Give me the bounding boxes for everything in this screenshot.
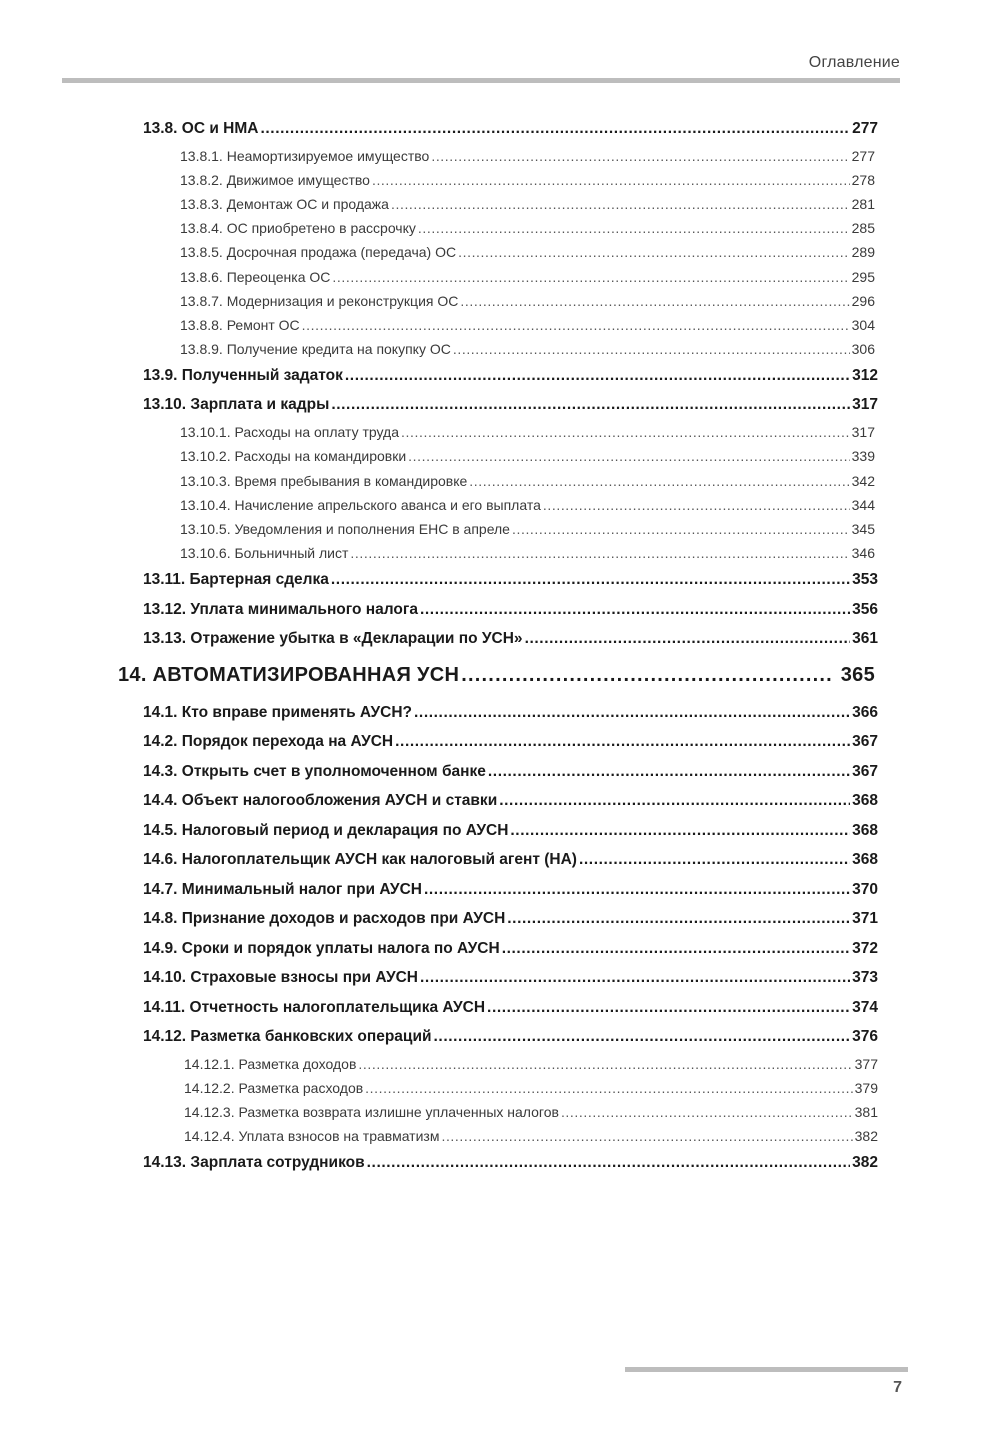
toc-entry[interactable]: [143, 1022, 878, 1052]
toc-entry[interactable]: [143, 816, 878, 846]
toc-entry-title: 14.8. Признание доходов и расходов при АУСН: [143, 910, 506, 928]
toc-entry[interactable]: [143, 114, 878, 144]
dot-leader: [424, 881, 850, 899]
toc-entry-page: 353: [852, 571, 878, 589]
toc-entry-title: 13.10. Зарплата и кадры: [143, 396, 330, 414]
toc-entry-page: 356: [852, 600, 878, 618]
dot-leader: [372, 172, 850, 188]
dot-leader: [332, 269, 849, 285]
toc-entry-title: 13.8.3. Демонтаж ОС и продажа: [180, 195, 389, 212]
toc-entry-page: 312: [852, 366, 878, 384]
dot-leader: [260, 120, 850, 138]
toc-entry-title: 14.5. Налоговый период и декларация по АУСН: [143, 821, 509, 839]
toc-entry[interactable]: [143, 727, 878, 757]
toc-entry-page: 277: [851, 147, 875, 164]
toc-entry-title: 13.10.6. Больничный лист: [180, 545, 349, 562]
toc-entry[interactable]: [180, 337, 875, 361]
toc-entry-title: 14.12.3. Разметка возврата излишне уплаченных налогов: [184, 1104, 559, 1121]
toc-entry-page: 346: [851, 545, 875, 562]
toc-entry[interactable]: [180, 168, 875, 192]
toc-entry-title: 14.13. Зарплата сотрудников: [143, 1154, 365, 1172]
toc-entry-title: 14.11. Отчетность налогоплательщика АУСН: [143, 998, 486, 1016]
toc-entry-page: 306: [851, 341, 875, 358]
toc-entry-title: 13.13. Отражение убытка в «Декларации по УСН»: [143, 630, 523, 648]
dot-leader: [345, 367, 850, 385]
toc-entry-title: 14.7. Минимальный налог при АУСН: [143, 880, 422, 898]
dot-leader: [365, 1080, 852, 1096]
toc-entry-title: 13.12. Уплата минимального налога: [143, 600, 418, 618]
toc-entry-page: 379: [854, 1080, 878, 1097]
toc-entry[interactable]: [143, 757, 878, 787]
toc-entry-page: 368: [852, 792, 878, 810]
toc-entry-title: 13.8.1. Неамортизируемое имущество: [180, 147, 430, 164]
dot-leader: [512, 521, 850, 537]
toc-entry-title: 14.12.1. Разметка доходов: [184, 1055, 357, 1072]
toc-entry-title: 13.8. ОС и НМА: [143, 119, 259, 137]
toc-entry-page: 317: [852, 396, 878, 414]
toc-entry[interactable]: [143, 786, 878, 816]
toc-entry-page: 374: [852, 998, 878, 1016]
toc-entry[interactable]: [143, 934, 878, 964]
toc-entry-title: 14.3. Открыть счет в уполномоченном банке: [143, 762, 486, 780]
dot-leader: [418, 220, 850, 236]
toc-chapter[interactable]: [118, 654, 875, 698]
toc-entry[interactable]: [180, 240, 875, 264]
toc-entry-title: 13.10.3. Время пребывания в командировке: [180, 472, 468, 489]
toc-entry[interactable]: [143, 624, 878, 654]
toc-entry[interactable]: [180, 144, 875, 168]
dot-leader: [460, 293, 849, 309]
toc-entry[interactable]: [184, 1052, 878, 1076]
toc-entry-title: 13.8.5. Досрочная продажа (передача) ОС: [180, 244, 457, 261]
dot-leader: [453, 341, 850, 357]
toc-entry[interactable]: [180, 469, 875, 493]
dot-leader: [507, 910, 850, 928]
dot-leader: [331, 571, 850, 589]
toc-entry-title: 13.9. Полученный задаток: [143, 366, 343, 384]
toc-entry-title: 13.11. Бартерная сделка: [143, 571, 329, 589]
toc-entry[interactable]: [180, 541, 875, 565]
dot-leader: [461, 664, 832, 687]
toc-entry-title: 13.8.7. Модернизация и реконструкция ОС: [180, 292, 459, 309]
dot-leader: [488, 763, 850, 781]
toc-entry-title: 14.2. Порядок перехода на АУСН: [143, 733, 394, 751]
toc-entry[interactable]: [143, 361, 878, 391]
toc-entry[interactable]: [143, 904, 878, 934]
toc-entry-page: 370: [852, 880, 878, 898]
toc-entry-page: 344: [851, 496, 875, 513]
dot-leader: [441, 1128, 852, 1144]
toc-entry-page: 296: [851, 292, 875, 309]
toc-entry-page: 377: [854, 1055, 878, 1072]
toc-entry-title: 14.12.2. Разметка расходов: [184, 1080, 364, 1097]
toc-entry-page: 381: [854, 1104, 878, 1121]
dot-leader: [391, 196, 850, 212]
dot-leader: [350, 545, 849, 561]
toc-entry-page: 372: [852, 939, 878, 957]
toc-entry[interactable]: [143, 698, 878, 728]
dot-leader: [487, 999, 850, 1017]
header-rule: [62, 78, 900, 83]
dot-leader: [408, 448, 849, 464]
toc-entry-page: 278: [851, 171, 875, 188]
toc-entry-title: 13.8.9. Получение кредита на покупку ОС: [180, 341, 451, 358]
toc-entry-title: 14.12.4. Уплата взносов на травматизм: [184, 1128, 440, 1145]
dot-leader: [367, 1154, 851, 1172]
toc-entry-title: 14.9. Сроки и порядок уплаты налога по АУСН: [143, 939, 500, 957]
toc-entry-title: 13.10.2. Расходы на командировки: [180, 448, 407, 465]
toc-entry[interactable]: [143, 845, 878, 875]
toc-entry-title: 13.10.1. Расходы на оплату труда: [180, 424, 400, 441]
toc-entry-title: 13.8.8. Ремонт ОС: [180, 316, 300, 333]
toc-entry[interactable]: [180, 420, 875, 444]
dot-leader: [434, 1028, 851, 1046]
toc-entry-page: 367: [852, 762, 878, 780]
toc-entry[interactable]: [143, 391, 878, 421]
toc-entry-title: 13.10.4. Начисление апрельского аванса и его выплата: [180, 496, 541, 513]
toc-entry-title: 13.8.2. Движимое имущество: [180, 171, 370, 188]
toc-entry[interactable]: [180, 493, 875, 517]
toc-entry-title: 14.1. Кто вправе применять АУСН?: [143, 703, 413, 721]
dot-leader: [510, 822, 850, 840]
table-of-contents: [0, 114, 1000, 1178]
toc-entry[interactable]: [143, 993, 878, 1023]
toc-entry[interactable]: [180, 289, 875, 313]
dot-leader: [302, 317, 850, 333]
toc-entry-page: 339: [851, 448, 875, 465]
toc-entry[interactable]: [180, 313, 875, 337]
toc-entry-title: 14.6. Налогоплательщик АУСН как налоговый агент (НА): [143, 851, 577, 869]
dot-leader: [420, 969, 850, 987]
toc-chapter-title: 14. АВТОМАТИЗИРОВАННАЯ УСН: [118, 664, 460, 687]
toc-entry[interactable]: [143, 963, 878, 993]
dot-leader: [543, 497, 850, 513]
toc-entry[interactable]: [180, 517, 875, 541]
toc-entry-title: 13.8.6. Переоценка ОС: [180, 268, 331, 285]
dot-leader: [420, 601, 850, 619]
toc-entry-page: 304: [851, 316, 875, 333]
toc-entry[interactable]: [184, 1124, 878, 1148]
toc-entry-page: 281: [851, 195, 875, 212]
footer-rule: [625, 1367, 908, 1372]
toc-entry[interactable]: [180, 444, 875, 468]
toc-entry-title: 13.8.4. ОС приобретено в рассрочку: [180, 220, 416, 237]
dot-leader: [579, 851, 850, 869]
page-number: 7: [893, 1379, 902, 1396]
toc-entry-title: 14.12. Разметка банковских операций: [143, 1028, 432, 1046]
dot-leader: [458, 244, 850, 260]
running-head: Оглавление: [808, 54, 900, 71]
dot-leader: [331, 396, 850, 414]
toc-entry-title: 13.10.5. Уведомления и пополнения ЕНС в апреле: [180, 521, 510, 538]
toc-entry-page: 371: [852, 910, 878, 928]
dot-leader: [499, 792, 850, 810]
dot-leader: [401, 424, 850, 440]
dot-leader: [414, 704, 850, 722]
toc-entry-page: 317: [851, 424, 875, 441]
toc-entry-page: 382: [852, 1154, 878, 1172]
toc-entry-page: 295: [851, 268, 875, 285]
toc-entry[interactable]: [184, 1076, 878, 1100]
toc-entry-page: 367: [852, 733, 878, 751]
toc-entry-page: 368: [852, 851, 878, 869]
dot-leader: [561, 1104, 853, 1120]
dot-leader: [358, 1056, 852, 1072]
toc-entry-page: 376: [852, 1028, 878, 1046]
toc-entry-page: 342: [851, 472, 875, 489]
dot-leader: [395, 733, 850, 751]
toc-entry[interactable]: [143, 565, 878, 595]
toc-entry-page: 285: [851, 220, 875, 237]
toc-entry[interactable]: [180, 216, 875, 240]
toc-entry-title: 14.10. Страховые взносы при АУСН: [143, 969, 418, 987]
dot-leader: [469, 473, 849, 489]
toc-entry-page: 361: [852, 630, 878, 648]
toc-entry-page: 277: [852, 119, 878, 137]
toc-entry-page: 373: [852, 969, 878, 987]
toc-entry-page: 382: [854, 1128, 878, 1145]
dot-leader: [502, 940, 850, 958]
toc-entry[interactable]: [180, 192, 875, 216]
toc-entry-page: 368: [852, 821, 878, 839]
toc-entry-title: 14.4. Объект налогообложения АУСН и ставки: [143, 792, 498, 810]
toc-entry[interactable]: [184, 1100, 878, 1124]
toc-entry[interactable]: [143, 1149, 878, 1179]
toc-entry[interactable]: [180, 264, 875, 288]
dot-leader: [525, 630, 851, 648]
toc-entry-page: 345: [851, 521, 875, 538]
dot-leader: [431, 148, 849, 164]
toc-entry[interactable]: [143, 595, 878, 625]
toc-entry-page: 366: [852, 703, 878, 721]
toc-chapter-page: 365: [840, 664, 875, 687]
toc-entry-page: 289: [851, 244, 875, 261]
toc-entry[interactable]: [143, 875, 878, 905]
